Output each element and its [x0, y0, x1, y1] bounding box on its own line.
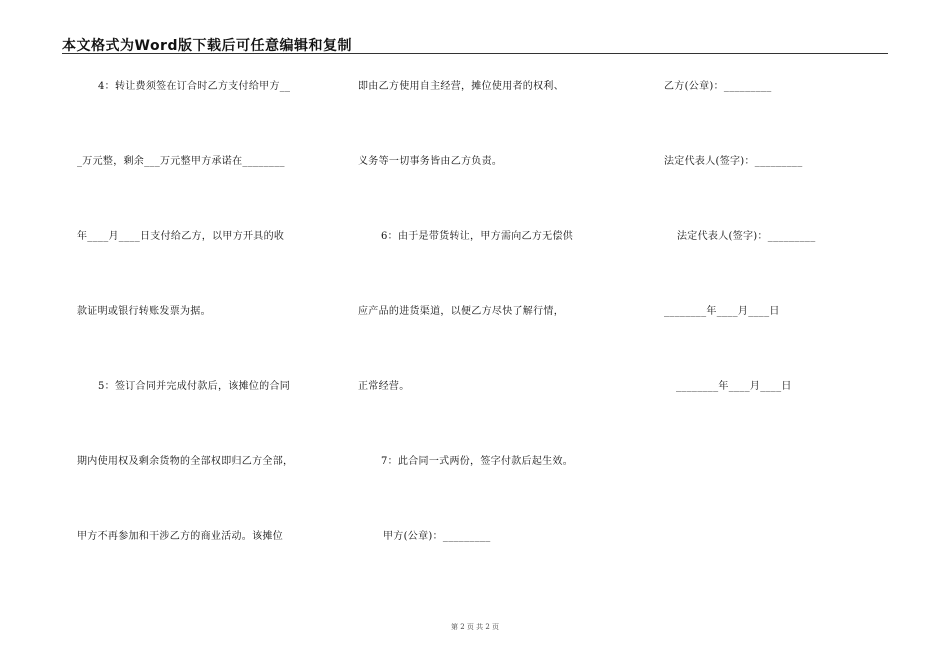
legal-representative-signature-line: 法定代表人(签字)：_________ — [664, 156, 803, 167]
left-column-line: 款证明或银行转账发票为据。 — [77, 306, 211, 317]
legal-representative-signature-line: 法定代表人(签字)：_________ — [677, 231, 816, 242]
left-column-line: 4：转让费须签在订合时乙方支付给甲方__ — [98, 81, 291, 92]
document-header-title: 本文格式为Word版下载后可任意编辑和复制 — [62, 38, 352, 54]
left-column-line: 年____月____日支付给乙方，以甲方开具的收 — [77, 231, 285, 242]
party-a-seal-line: 甲方(公章)：_________ — [383, 531, 491, 542]
middle-column-line: 应产品的进货渠道，以便乙方尽快了解行情， — [358, 306, 564, 317]
middle-column-line: 即由乙方使用自主经营，摊位使用者的权利、 — [358, 81, 564, 92]
left-column-line: 期内使用权及剩余货物的全部权即归乙方全部， — [77, 456, 294, 467]
party-b-seal-line: 乙方(公章)：_________ — [664, 81, 772, 92]
middle-column-line: 6：由于是带货转让，甲方需向乙方无偿供 — [381, 231, 574, 242]
header-divider — [62, 53, 888, 54]
middle-column-line: 义务等一切事务皆由乙方负责。 — [358, 156, 503, 167]
left-column-line: 甲方不再参加和干涉乙方的商业活动。该摊位 — [77, 531, 283, 542]
page-number: 第 2 页 共 2 页 — [450, 623, 500, 631]
left-column-line: _万元整，剩余___万元整甲方承诺在________ — [77, 156, 285, 167]
middle-column-line: 正常经营。 — [358, 381, 410, 392]
middle-column-line: 7：此合同一式两份，签字付款后起生效。 — [381, 456, 574, 467]
date-line: ________年____月____日 — [664, 306, 780, 317]
left-column-line: 5：签订合同并完成付款后，该摊位的合同 — [98, 381, 291, 392]
date-line: ________年____月____日 — [676, 381, 792, 392]
